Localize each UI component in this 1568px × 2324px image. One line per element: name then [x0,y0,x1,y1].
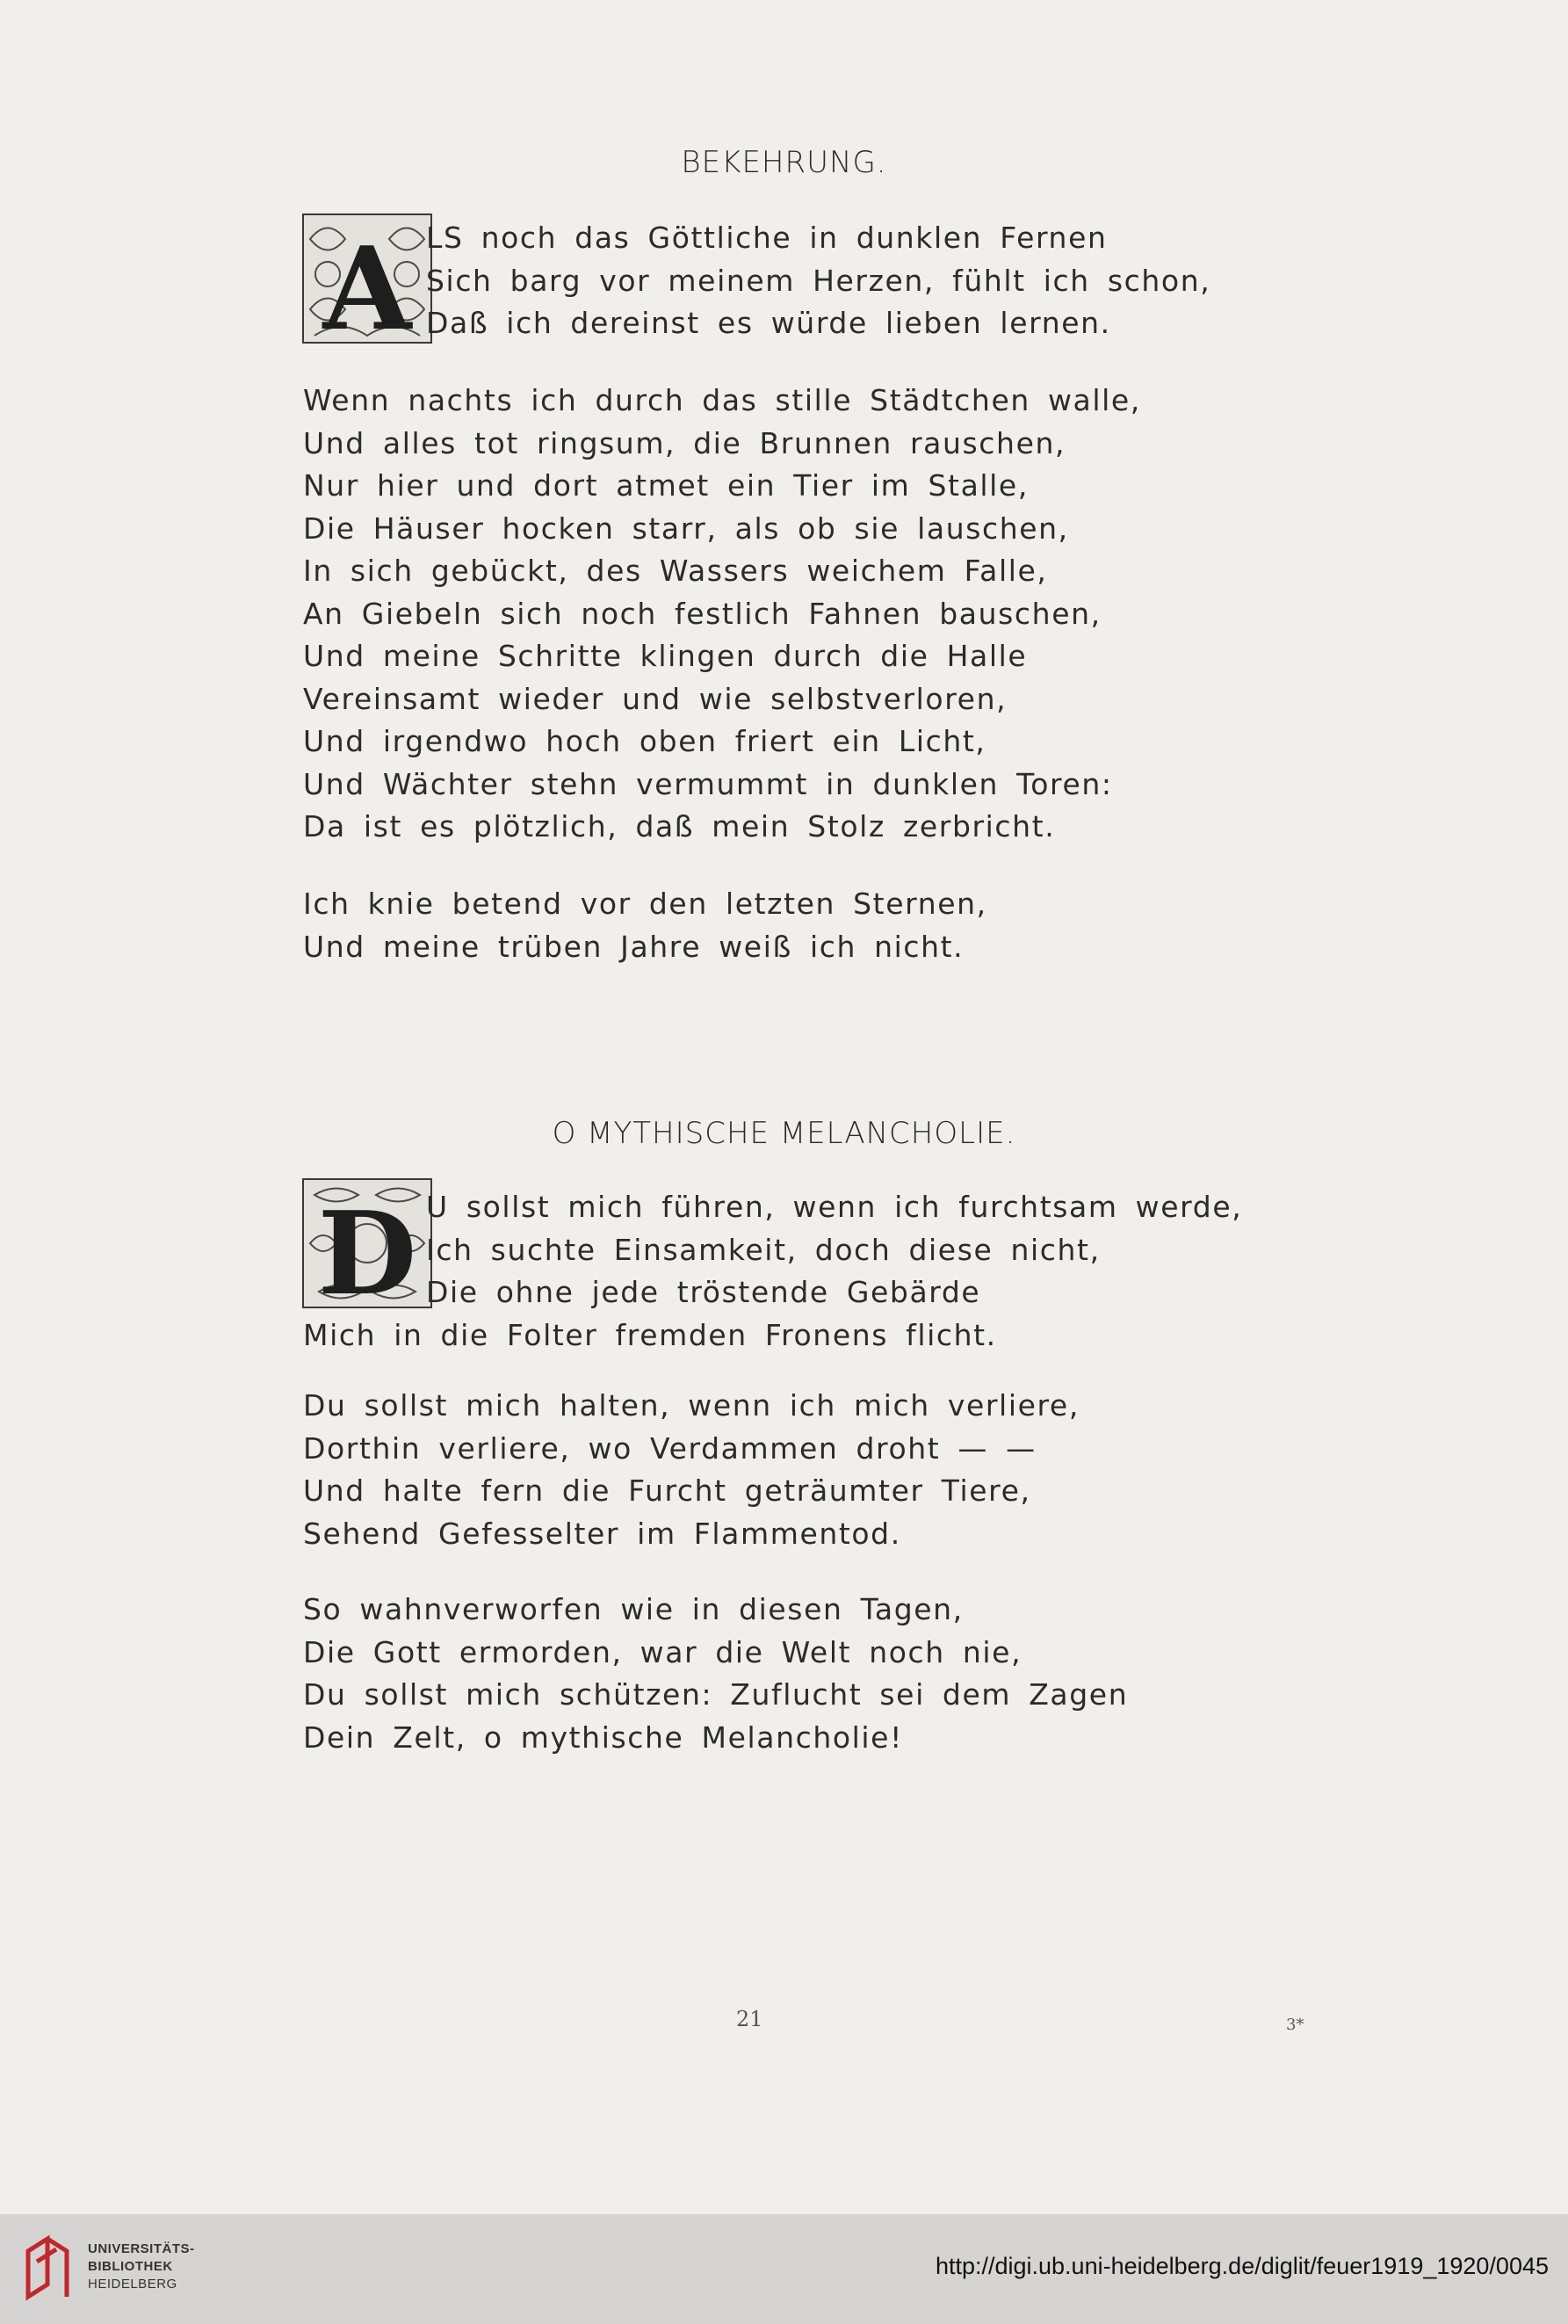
logo-line: UNIVERSITÄTS- [88,2241,195,2256]
verse-line: So wahnverworfen wie in diesen Tagen, [303,1592,964,1626]
poem2-stanza-2 [303,1385,1080,1555]
logo-line: BIBLIOTHEK [88,2259,173,2274]
verse-line: Du sollst mich halten, wenn ich mich verliere, [303,1388,1080,1423]
poem-title: BEKEHRUNG. [681,145,887,180]
source-url-link[interactable]: http://digi.ub.uni-heidelberg.de/diglit/feuer1919_1920/0045 [935,2253,1549,2279]
verse-line: Sehend Gefesselter im Flammentod. [303,1516,901,1551]
verse-line: U sollst mich führen, wenn ich furchtsam werde, [426,1190,1243,1224]
verse-line: Und meine trüben Jahre weiß ich nicht. [303,929,965,964]
verse-line: Da ist es plötzlich, daß mein Stolz zerbricht. [303,809,1056,843]
verse-line: Und alles tot ringsum, die Brunnen rauschen, [303,425,1066,460]
verse-line: Ich knie betend vor den letzten Sternen, [303,887,987,921]
verse-line: Die Gott ermorden, war die Welt noch nie, [303,1634,1022,1669]
footer-bar [0,2214,1568,2324]
verse-line: Die ohne jede tröstende Gebärde [426,1275,981,1309]
verse-line: Daß ich dereinst es würde lieben lernen. [426,306,1111,340]
verse-line: Und irgendwo hoch oben friert ein Licht, [303,724,986,758]
verse-line: Vereinsamt wieder und wie selbstverloren, [303,681,1008,716]
logo-line: HEIDELBERG [88,2277,177,2291]
svg-text:D: D [317,1186,417,1309]
verse-line: LS noch das Göttliche in dunklen Fernen [426,221,1108,255]
poem1-stanza-2 [303,380,1141,849]
verse-line: Du sollst mich schützen: Zuflucht sei dem Zagen [303,1677,1129,1712]
library-logo-text [88,2241,195,2293]
verse-line: Und halte fern die Furcht geträumter Tiere, [303,1473,1031,1508]
signature-mark: 3* [1286,2016,1304,2034]
poem1-stanza-3 [303,883,987,968]
verse-line: Sich barg vor meinem Herzen, fühlt ich schon, [426,263,1211,298]
poem-title: O MYTHISCHE MELANCHOLIE. [552,1116,1016,1151]
poem2-stanza-3 [303,1589,1128,1759]
verse-line: Dorthin verliere, wo Verdammen droht — — [303,1430,1037,1466]
library-logo-icon [21,2232,83,2302]
verse-line: Die Häuser hocken starr, als ob sie lauschen, [303,510,1069,546]
svg-text:A: A [322,221,412,344]
verse-line: Und Wächter stehn vermummt in dunklen Toren: [303,766,1113,801]
verse-line: Und meine Schritte klingen durch die Halle [303,639,1028,673]
verse-line: Wenn nachts ich durch das stille Städtchen walle, [303,383,1141,417]
verse-line: Nur hier und dort atmet ein Tier im Stalle, [303,468,1029,503]
verse-line: Ich suchte Einsamkeit, doch diese nicht, [426,1232,1101,1267]
page-number: 21 [736,2007,763,2031]
verse-line: Mich in die Folter fremden Fronens flicht. [303,1317,997,1352]
verse-line: Dein Zelt, o mythische Melancholie! [303,1719,903,1755]
poem2-opening [303,1186,1242,1357]
verse-line: An Giebeln sich noch festlich Fahnen bauschen, [303,596,1102,631]
poem1-opening [303,217,1210,345]
verse-line: In sich gebückt, des Wassers weichem Falle, [303,554,1048,588]
